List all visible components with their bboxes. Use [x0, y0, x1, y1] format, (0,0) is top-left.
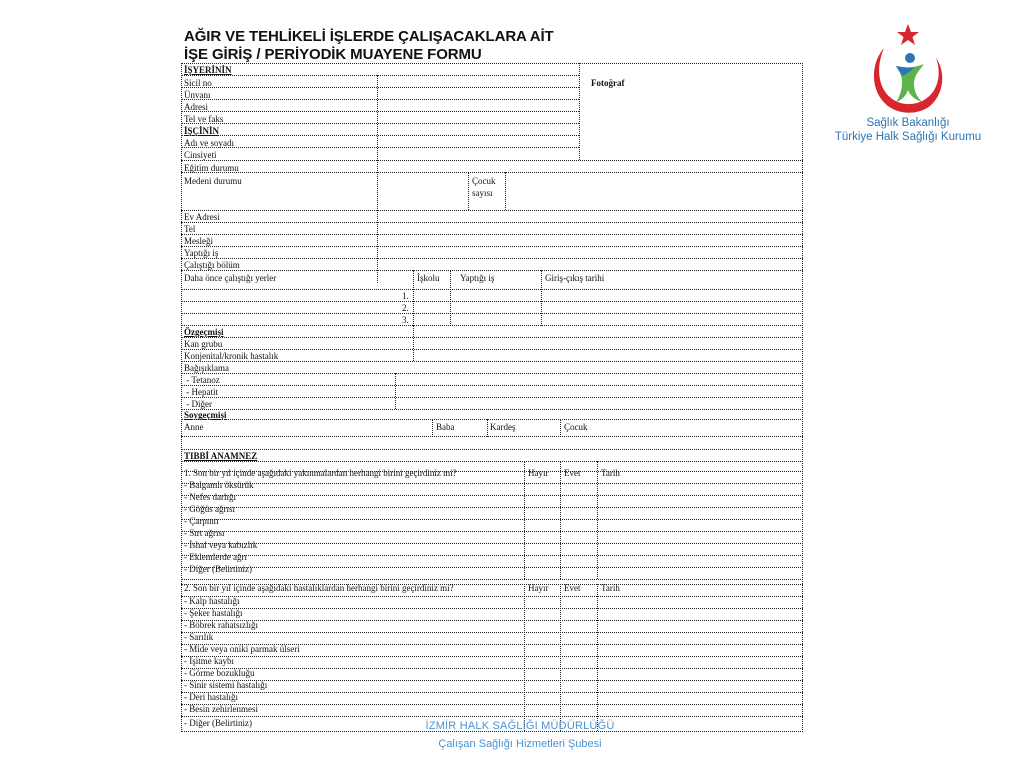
q1-item: - Göğüs ağrısı	[184, 504, 235, 514]
row-line	[181, 75, 579, 76]
row-line	[181, 270, 803, 271]
field-calistigi-bolum: Çalıştığı bölüm	[184, 260, 240, 270]
work-history-row-3: 3.	[402, 315, 409, 325]
q2-col-tarih: Tarih	[601, 583, 620, 593]
col-line	[450, 270, 451, 326]
q1-item: - Diğer (Belirtiniz)	[184, 564, 252, 574]
logo-text-line2: Türkiye Halk Sağlığı Kurumu	[834, 131, 982, 143]
q2-item: - İşitme kaybı	[184, 656, 234, 666]
row-line	[181, 289, 803, 290]
field-egitim-durumu: Eğitim durumu	[184, 163, 239, 173]
field-sicil-no: Sicil no	[184, 78, 212, 88]
q2-item: - Besin zehirlenmesi	[184, 704, 258, 714]
row-line	[181, 397, 803, 398]
section-soygecmis-heading: Soygeçmişi	[184, 410, 227, 420]
q1-col-hayir: Hayır	[528, 468, 549, 478]
q2-item: - Sarılık	[184, 632, 214, 642]
q2-item: - Kalp hastalığı	[184, 596, 240, 606]
col-line	[560, 584, 561, 731]
field-tel-faks: Tel ve faks	[184, 114, 224, 124]
row-line	[181, 692, 803, 693]
work-history-label: Daha önce çalıştığı yerler	[184, 273, 277, 283]
field-bagisiklama: Bağışıklama	[184, 363, 229, 373]
row-line	[181, 507, 803, 508]
row-line	[181, 349, 803, 350]
field-meslegi: Mesleği	[184, 236, 213, 246]
row-line	[181, 436, 803, 437]
field-adresi: Adresi	[184, 102, 208, 112]
field-tel: Tel	[184, 224, 196, 234]
row-line	[181, 135, 579, 136]
q1-item: - Eklemlerde ağrı	[184, 552, 247, 562]
row-line	[181, 483, 803, 484]
row-line	[181, 87, 579, 88]
row-line	[181, 579, 803, 580]
row-line	[181, 373, 803, 374]
row-line	[181, 258, 803, 259]
q2-item: - Görme bozukluğu	[184, 668, 255, 678]
row-line	[181, 210, 803, 211]
section-isyeri-heading: İŞYERİNİN	[184, 65, 232, 75]
q2-item: - Sinir sistemi hastalığı	[184, 680, 268, 690]
q2-col-evet: Evet	[564, 583, 581, 593]
row-line	[181, 160, 803, 161]
work-history-yaptigi-is: Yaptığı iş	[460, 273, 495, 283]
row-line	[181, 461, 803, 462]
field-unvani: Ünvanı	[184, 90, 211, 100]
form-title-line1: AĞIR VE TEHLİKELİ İŞLERDE ÇALIŞACAKLARA AİT	[184, 28, 554, 45]
row-line	[181, 172, 803, 173]
row-line	[181, 337, 803, 338]
row-line	[181, 596, 803, 597]
q1-item: - Sırt ağrısı	[184, 528, 225, 538]
row-line	[181, 409, 803, 410]
q2-item: - Böbrek rahatsızlığı	[184, 620, 258, 630]
q2-item: - Diğer (Belirtiniz)	[184, 718, 252, 728]
work-history-giris-cikis: Giriş-çıkış tarihi	[545, 273, 605, 283]
row-line	[181, 234, 803, 235]
section-iscinin-heading: İŞÇİNİN	[184, 126, 220, 136]
q1-item: - Balgamlı öksürük	[184, 480, 254, 490]
row-line	[181, 620, 803, 621]
field-cocuk: Çocuk	[564, 422, 588, 432]
col-line	[560, 461, 561, 579]
col-line	[487, 419, 488, 437]
field-anne: Anne	[184, 422, 204, 432]
col-line	[395, 373, 396, 409]
work-history-row-1: 1.	[402, 291, 409, 301]
field-kardes: Kardeş	[490, 422, 516, 432]
row-line	[181, 656, 803, 657]
col-line	[413, 270, 414, 326]
row-line	[181, 519, 803, 520]
q1-item: - Nefes darlığı	[184, 492, 236, 502]
q1-item: - Çarpıntı	[184, 516, 219, 526]
col-line	[468, 172, 469, 210]
form-border-top	[181, 63, 803, 64]
col-line	[560, 419, 561, 437]
field-kan-grubu: Kan grubu	[184, 339, 223, 349]
field-kronik-hastalik: Konjenital/kronik hastalık	[184, 351, 279, 361]
field-cinsiyeti: Cinsiyeti	[184, 150, 217, 160]
section-tibbi-anamnez: TIBBİ ANAMNEZ	[184, 451, 258, 461]
row-line	[181, 449, 803, 450]
row-line	[181, 301, 803, 302]
field-cocuk-sayisi-line1: Çocuk	[472, 176, 496, 186]
work-history-row-2: 2.	[402, 303, 409, 313]
col-line	[524, 461, 525, 579]
row-line	[181, 668, 803, 669]
form-title-line2: İŞE GİRİŞ / PERİYODİK MUAYENE FORMU	[184, 46, 482, 63]
section-ozgecmis-heading: Özgeçmişi	[184, 327, 224, 337]
footer-line2: Çalışan Sağlığı Hizmetleri Şubesi	[438, 738, 602, 750]
q1-col-tarih: Tarih	[601, 468, 620, 478]
col-line	[597, 461, 598, 579]
field-tetanoz: - Tetanoz	[184, 375, 220, 385]
photo-label: Fotoğraf	[591, 78, 625, 88]
field-hepatit: - Hepatit	[184, 387, 218, 397]
work-history-iskolu: İşkolu	[417, 273, 440, 283]
row-line	[181, 495, 803, 496]
row-line	[181, 632, 803, 633]
row-line	[181, 385, 803, 386]
col-line	[432, 419, 433, 437]
field-cocuk-sayisi-line2: sayısı	[472, 188, 493, 198]
field-ev-adresi: Ev Adresi	[184, 212, 220, 222]
row-line	[181, 531, 803, 532]
q2-col-hayir: Hayır	[528, 583, 549, 593]
row-line	[181, 543, 803, 544]
col-line	[505, 172, 506, 210]
row-line	[181, 419, 803, 420]
row-line	[181, 246, 803, 247]
col-line	[597, 584, 598, 731]
row-line	[181, 123, 579, 124]
field-adi-soyadi: Adı ve soyadı	[184, 138, 234, 148]
row-line	[181, 111, 579, 112]
field-medeni-durumu: Medeni durumu	[184, 176, 242, 186]
q1-item: - İshal veya kabızlık	[184, 540, 258, 550]
footer-line1: İZMİR HALK SAĞLIĞI MÜDÜRLÜĞÜ	[425, 720, 615, 732]
col-line	[524, 584, 525, 731]
question-1: 1. Son bir yıl içinde aşağıdaki yakınmalardan herhangi birini geçirdiniz mi?	[184, 468, 457, 478]
row-line	[181, 361, 803, 362]
row-line	[181, 680, 803, 681]
row-line	[181, 716, 803, 717]
field-diger-asi: - Diğer	[184, 399, 212, 409]
col-line	[541, 270, 542, 326]
field-baba: Baba	[436, 422, 455, 432]
row-line	[181, 99, 579, 100]
row-line	[181, 222, 803, 223]
row-line	[181, 325, 803, 326]
q1-col-evet: Evet	[564, 468, 581, 478]
row-line	[181, 555, 803, 556]
row-line	[181, 704, 803, 705]
row-line	[181, 567, 803, 568]
col-line	[377, 75, 378, 283]
q2-item: - Mide veya oniki parmak ülseri	[184, 644, 300, 654]
examination-form	[181, 63, 803, 732]
col-line	[413, 325, 414, 361]
col-line	[579, 63, 580, 160]
question-2: 2. Son bir yıl içinde aşağıdaki hastalıklardan herhangi birini geçirdiniz mi?	[184, 583, 454, 593]
field-yaptigi-is: Yaptığı iş	[184, 248, 219, 258]
row-line	[181, 313, 803, 314]
row-line	[181, 608, 803, 609]
q2-item: - Şeker hastalığı	[184, 608, 243, 618]
q2-item: - Deri hastalığı	[184, 692, 238, 702]
row-line	[181, 147, 579, 148]
logo-text-line1: Sağlık Bakanlığı	[866, 117, 950, 129]
